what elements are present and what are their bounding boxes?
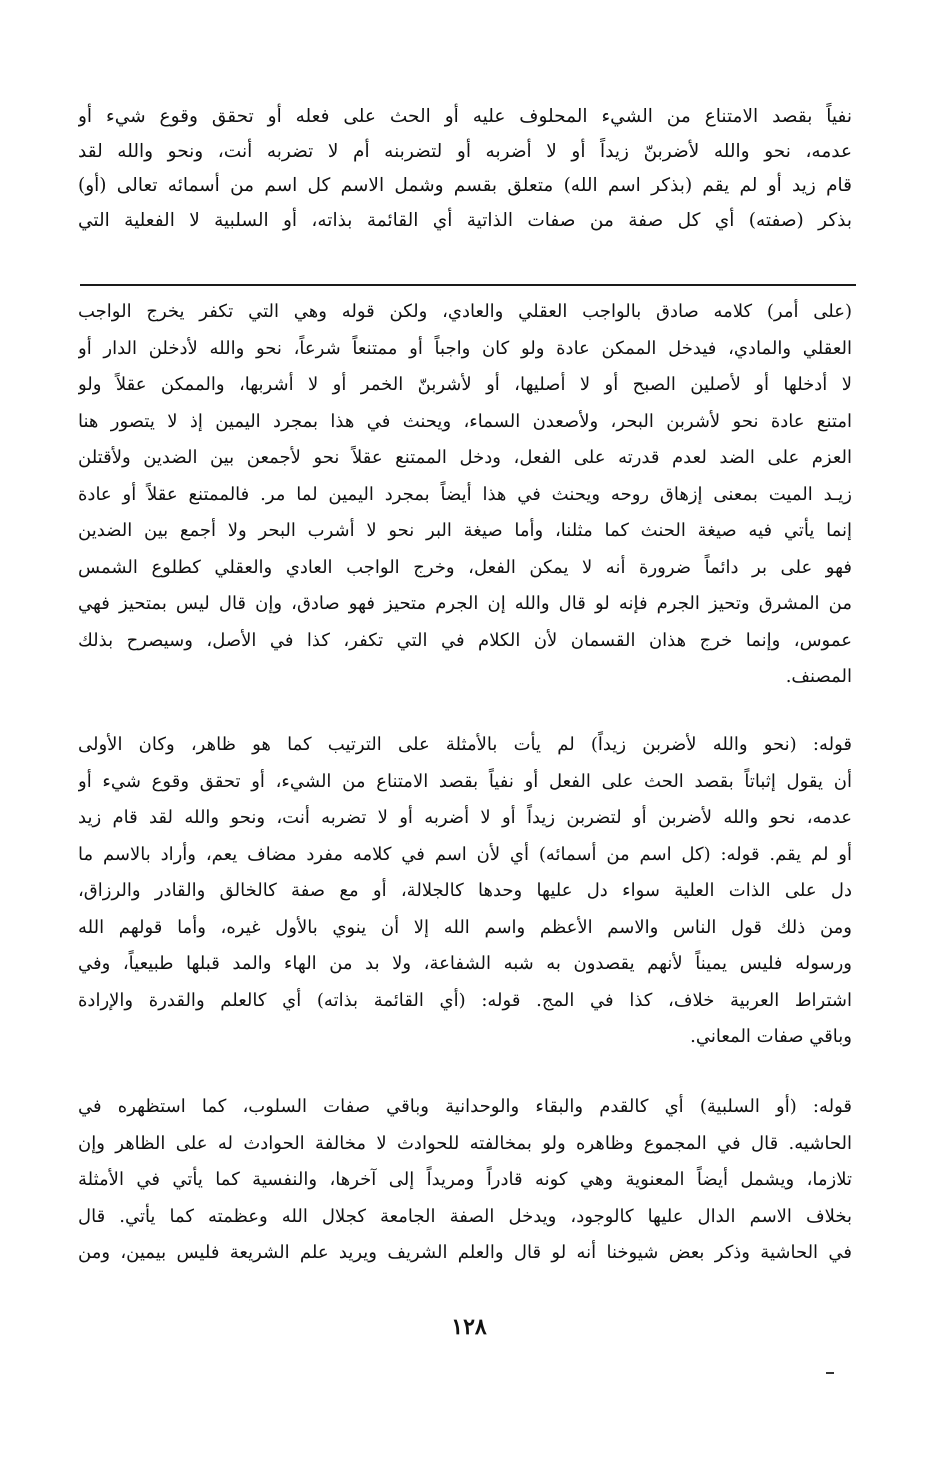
footnote-paragraph-1 — [78, 294, 852, 696]
main-text — [78, 100, 852, 238]
footnote-line: قوله: (نحو والله لأضربن زيداً) لم يأت بالأمثلة على الترتيب كما هو ظاهر، وكان الأولى — [78, 734, 852, 755]
footnote-line: بخلاف الاسم الدال عليها كالوجود، ويدخل الصفة الجامعة كجلال الله وعظمته كما يأتي. قال — [78, 1205, 852, 1227]
main-text-line: قام زيد أو لم يقم (بذكر اسم الله) متعلق بقسم وشمل الاسم كل اسم من أسمائه تعالى (أو) — [78, 175, 852, 196]
main-text-line: بذكر (صفته) أي كل صفة من صفات الذاتية أي القائمة بذاته، أو السلبية لا الفعلية التي — [78, 209, 852, 231]
scan-mark — [826, 1372, 834, 1374]
footnote-line: ورسوله فليس يميناً لأنهم يقصدون به شبه الشفاعة، ولا بد من الهاء والمد قبلها طبيعياً، وفي — [78, 953, 852, 974]
footnote-line: لا أدخلها أو لأصلين الصبح أو لا أصليها، أو لأشربنّ الخمر أو لا أشربها، والممكن عقلاً ولو — [78, 374, 852, 395]
footnote-line: تلازما، ويشمل أيضاً المعنوية وهي كونه قادراً ومريداً إلى آخرها، والنفسية كما يأتي في الأمثلة — [78, 1169, 852, 1190]
footnote-line: (على أمر) كلامه صادق بالواجب العقلي والعادي، ولكن قوله وهي التي تكفر يخرج الواجب — [78, 301, 852, 322]
footnote-line: فهو على بر دائماً ضرورة أنه لا يمكن الفعل، وخرج الواجب العادي والعقلي كطلوع الشمس — [78, 556, 852, 578]
footnote-line: أن يقول إثباتاً بقصد الحث على الفعل أو نفياً بقصد الامتناع من الشيء، أو تحقق وقوع شيء أو — [78, 770, 852, 792]
footnote-line: الحاشيه. قال في المجموع وظاهره ولو بمخالفته للحوادث لا مخالفة الحوادث له على الظاهر وإن — [78, 1132, 852, 1154]
footnote-line: ومن ذلك قول الناس والاسم الأعظم واسم الله إلا أن ينوي بالأول غيره، وأما قولهم الله — [78, 916, 852, 938]
footnote-line: العزم على الضد لعدم قدرته على الفعل، ودخل الممتنع عقلاً نحو لأجمعن بين الضدين ولأقتلن — [78, 447, 852, 468]
main-text-line: عدمه، نحو والله لأضربنّ زيداً أو لا أضربه أو لتضربنه أم لا تضربه أنت، ونحو والله لقد — [78, 140, 852, 162]
footnote-line: إنما يأتي فيه صيغة الحنث كما مثلنا، وأما صيغة البر نحو لا أشرب البحر ولا أجمع بين الضدين — [78, 520, 852, 541]
main-text-line: نفياً بقصد الامتناع من الشيء المحلوف عليه أو الحث على فعله أو تحقق وقوع شيء أو — [78, 106, 852, 127]
footnote-line: المصنف. — [785, 666, 852, 687]
footnote-line: امتنع عادة نحو لأشربن البحر، ولأصعدن السماء، ويحنث في هذا بمجرد اليمين إذ لا يتصور هنا — [78, 410, 852, 432]
footnote-paragraph-3 — [78, 1089, 852, 1272]
footnote-line: عموس، وإنما خرج هذان القسمان لأن الكلام في التي تكفر، كذا في الأصل، وسيصرح بذلك — [78, 629, 852, 651]
footnote-line: أو لم يقم. قوله: (كل اسم من أسمائه) أي لأن اسم في كلامه مفرد مضاف يعم، وأراد بالاسم ما — [78, 843, 852, 865]
footnote-line: قوله: (أو السلبية) أي كالقدم والبقاء والوحدانية وباقي صفات السلوب، كما استظهره في — [78, 1096, 852, 1117]
footnote-line: من المشرق وتحيز الجرم فإنه لو قال والله إن الجرم متحيز فهو صادق، وإن قال ليس بمتحيز فهي — [78, 593, 852, 614]
footnote-divider — [80, 284, 856, 286]
footnote-line: اشتراط العربية خلاف، كذا في المج. قوله: (أي القائمة بذاته) أي كالعلم والقدرة والإرادة — [78, 989, 852, 1011]
footnote-line: في الحاشية وذكر بعض شيوخنا أنه لو قال والعلم الشريف ويريد علم الشريعة فليس بيمين، ومن — [78, 1242, 852, 1263]
footnote-paragraph-2 — [78, 727, 852, 1056]
footnote-line: زيـد الميت بمعنى إزهاق روحه ويحنث في هذا أيضاً بمجرد اليمين لما مر. فالممتنع عقلاً أو عادة — [78, 483, 852, 505]
page-number: ١٢٨ — [451, 1314, 487, 1340]
footnote-line: العقلي والمادي، فيدخل الممكن عادة ولو كان واجباً أو ممتنعاً شرعاً، نحو والله لأدخلن الدار أو — [78, 337, 852, 359]
footnote-line: وباقي صفات المعاني. — [690, 1026, 852, 1047]
footnote-line: دل على الذات العلية سواء دل عليها وحدها كالجلالة، أو مع صفة كالخالق والقادر والرزاق، — [78, 880, 852, 901]
footnote-line: عدمه، نحو والله لأضربن أو لتضربن زيداً أو لا أضربه أو لا تضربه أنت، ونحو والله لقد قام زيد — [78, 807, 852, 828]
